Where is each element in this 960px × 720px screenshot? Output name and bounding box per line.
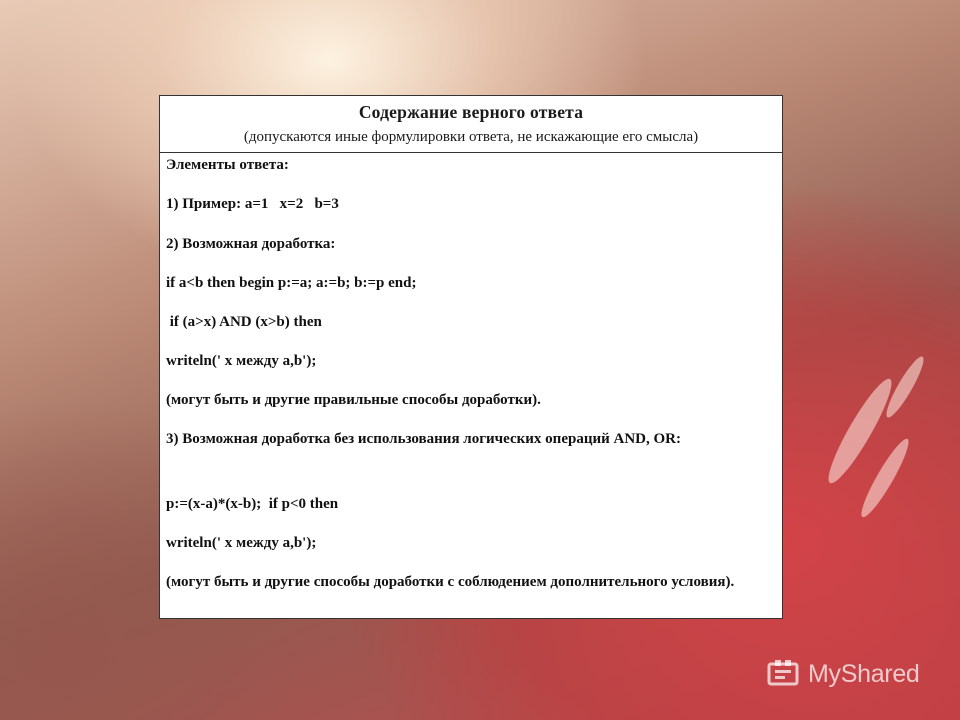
answer-line: 3) Возможная доработка без использования логических операций AND, OR: — [166, 431, 681, 447]
answer-line: 1) Пример: a=1 x=2 b=3 — [166, 196, 339, 212]
share-icon — [766, 658, 802, 690]
card-title: Содержание верного ответа — [358, 102, 584, 122]
answer-line: Элементы ответа: — [166, 157, 289, 173]
logo-text: MyShared — [808, 659, 920, 688]
answer-line: (могут быть и другие способы доработки с соблюдением дополнительного условия). — [166, 574, 735, 590]
answer-line: if a<b then begin p:=a; a:=b; b:=p end; — [166, 275, 417, 291]
answer-line: (могут быть и другие правильные способы доработки). — [166, 392, 541, 408]
answer-card — [159, 95, 783, 619]
myshared-logo — [766, 656, 920, 692]
card-subtitle: (допускаются иные формулировки ответа, не искажающие его смысла) — [243, 129, 699, 145]
card-header — [160, 96, 782, 153]
answer-line: if (a>x) AND (x>b) then — [166, 314, 322, 330]
answer-line: writeln(' x между a,b'); — [166, 353, 317, 369]
answer-line: 2) Возможная доработка: — [166, 236, 336, 252]
background-streak — [856, 435, 915, 521]
answer-line: writeln(' x между a,b'); — [166, 535, 317, 551]
answer-line: p:=(x-a)*(x-b); if p<0 then — [166, 496, 339, 512]
